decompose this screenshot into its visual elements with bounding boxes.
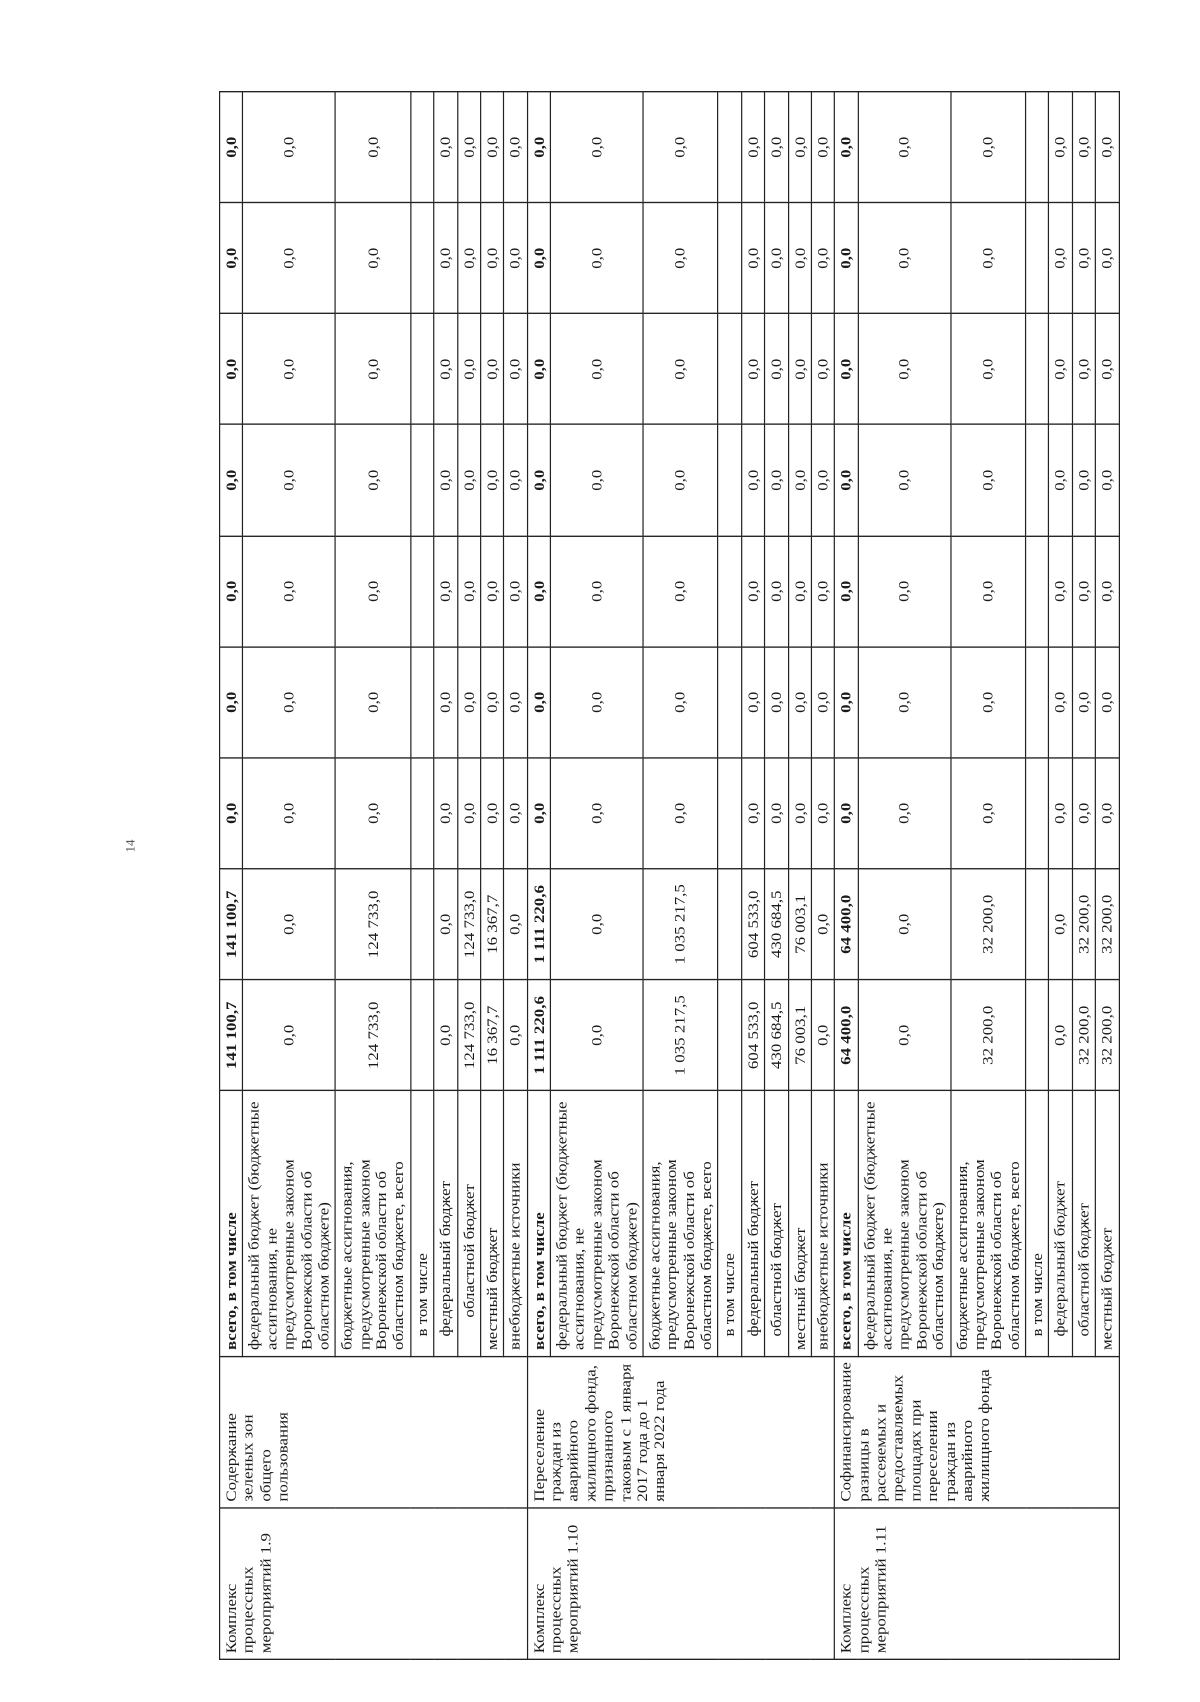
program-name-cell: Содержание зеленых зон общего пользования <box>220 1356 528 1508</box>
value-cell: 0,0 <box>835 647 858 758</box>
value-cell: 0,0 <box>765 92 788 203</box>
value-cell: 141 100,7 <box>220 869 243 980</box>
value-cell: 0,0 <box>858 869 950 980</box>
value-cell: 0,0 <box>220 758 243 869</box>
value-cell: 124 733,0 <box>335 869 410 980</box>
source-label-cell: внебюджетные источники <box>811 1091 834 1356</box>
value-cell <box>411 92 434 203</box>
value-cell: 430 684,5 <box>765 980 788 1091</box>
program-name-cell: Переселение граждан из аварийного жилищного фонда, признанного таковым с 1 января 2017 года до 1 января 2022 года <box>527 1356 835 1508</box>
value-cell: 0,0 <box>835 314 858 425</box>
budget-table-frame <box>219 91 1120 1660</box>
complex-cell: Комплекс процессных мероприятий 1.9 <box>220 1508 528 1660</box>
value-cell <box>1026 869 1049 980</box>
value-cell: 430 684,5 <box>765 869 788 980</box>
value-cell: 0,0 <box>1072 203 1095 314</box>
source-label-cell: в том числе <box>1026 1091 1049 1356</box>
value-cell: 0,0 <box>504 92 527 203</box>
value-cell: 0,0 <box>858 647 950 758</box>
value-cell: 0,0 <box>835 536 858 647</box>
value-cell: 0,0 <box>950 314 1025 425</box>
value-cell <box>718 203 741 314</box>
value-cell: 0,0 <box>527 647 550 758</box>
value-cell: 0,0 <box>480 647 503 758</box>
value-cell: 0,0 <box>741 425 764 536</box>
value-cell <box>411 980 434 1091</box>
value-cell <box>718 869 741 980</box>
value-cell: 0,0 <box>550 203 642 314</box>
value-cell <box>411 758 434 869</box>
value-cell: 0,0 <box>457 536 480 647</box>
value-cell <box>411 203 434 314</box>
value-cell: 0,0 <box>434 980 457 1091</box>
budget-table <box>219 91 1119 1660</box>
source-label-cell: областной бюджет <box>765 1091 788 1356</box>
value-cell <box>1026 203 1049 314</box>
value-cell: 0,0 <box>1049 869 1072 980</box>
value-cell: 1 111 220,6 <box>527 869 550 980</box>
value-cell: 0,0 <box>457 647 480 758</box>
value-cell: 0,0 <box>504 203 527 314</box>
value-cell: 0,0 <box>741 203 764 314</box>
value-cell: 0,0 <box>550 647 642 758</box>
source-label-cell: областной бюджет <box>457 1091 480 1356</box>
value-cell: 1 111 220,6 <box>527 980 550 1091</box>
table-row <box>220 92 243 1660</box>
value-cell: 0,0 <box>434 425 457 536</box>
value-cell: 32 200,0 <box>1095 869 1118 980</box>
value-cell: 0,0 <box>643 314 718 425</box>
source-label-cell: всего, в том числе <box>527 1091 550 1356</box>
value-cell: 604 533,0 <box>741 869 764 980</box>
value-cell: 0,0 <box>811 536 834 647</box>
value-cell <box>718 980 741 1091</box>
value-cell <box>718 92 741 203</box>
value-cell: 0,0 <box>1049 647 1072 758</box>
value-cell: 0,0 <box>788 536 811 647</box>
value-cell: 0,0 <box>480 536 503 647</box>
value-cell: 0,0 <box>858 758 950 869</box>
value-cell: 0,0 <box>1049 92 1072 203</box>
value-cell: 0,0 <box>765 758 788 869</box>
value-cell: 0,0 <box>434 647 457 758</box>
value-cell: 0,0 <box>765 314 788 425</box>
value-cell: 0,0 <box>550 758 642 869</box>
value-cell: 0,0 <box>527 425 550 536</box>
value-cell: 32 200,0 <box>950 869 1025 980</box>
value-cell: 0,0 <box>220 536 243 647</box>
value-cell: 0,0 <box>950 92 1025 203</box>
value-cell: 0,0 <box>643 203 718 314</box>
value-cell: 0,0 <box>1095 758 1118 869</box>
value-cell: 604 533,0 <box>741 980 764 1091</box>
value-cell <box>411 425 434 536</box>
value-cell: 0,0 <box>504 536 527 647</box>
value-cell: 0,0 <box>835 425 858 536</box>
source-label-cell: федеральный бюджет (бюджетные ассигнования, не предусмотренные законом Воронежской области об областном бюджете) <box>858 1091 950 1356</box>
value-cell: 0,0 <box>835 203 858 314</box>
value-cell: 0,0 <box>504 425 527 536</box>
value-cell: 0,0 <box>480 314 503 425</box>
value-cell: 0,0 <box>858 314 950 425</box>
value-cell: 0,0 <box>335 647 410 758</box>
value-cell: 0,0 <box>643 92 718 203</box>
value-cell: 0,0 <box>550 92 642 203</box>
value-cell: 0,0 <box>950 425 1025 536</box>
value-cell: 32 200,0 <box>1072 869 1095 980</box>
value-cell <box>1026 647 1049 758</box>
value-cell <box>718 425 741 536</box>
value-cell: 0,0 <box>811 92 834 203</box>
source-label-cell: в том числе <box>718 1091 741 1356</box>
value-cell <box>718 647 741 758</box>
source-label-cell: местный бюджет <box>1095 1091 1118 1356</box>
value-cell: 0,0 <box>220 647 243 758</box>
value-cell: 0,0 <box>243 869 335 980</box>
value-cell: 0,0 <box>434 869 457 980</box>
value-cell: 0,0 <box>741 314 764 425</box>
value-cell: 0,0 <box>811 314 834 425</box>
value-cell <box>1026 425 1049 536</box>
value-cell: 32 200,0 <box>950 980 1025 1091</box>
value-cell: 0,0 <box>243 314 335 425</box>
value-cell: 0,0 <box>858 425 950 536</box>
value-cell: 0,0 <box>1095 536 1118 647</box>
value-cell: 0,0 <box>858 203 950 314</box>
value-cell: 0,0 <box>741 758 764 869</box>
value-cell: 0,0 <box>527 203 550 314</box>
value-cell: 0,0 <box>811 980 834 1091</box>
value-cell: 0,0 <box>243 980 335 1091</box>
value-cell: 0,0 <box>527 92 550 203</box>
value-cell: 0,0 <box>243 536 335 647</box>
page-number: 14 <box>122 839 138 853</box>
value-cell: 0,0 <box>335 758 410 869</box>
value-cell: 0,0 <box>765 203 788 314</box>
value-cell: 0,0 <box>434 203 457 314</box>
value-cell: 76 003,1 <box>788 980 811 1091</box>
value-cell: 0,0 <box>434 536 457 647</box>
value-cell: 0,0 <box>643 647 718 758</box>
value-cell: 0,0 <box>643 758 718 869</box>
source-label-cell: федеральный бюджет <box>1049 1091 1072 1356</box>
value-cell: 16 367,7 <box>480 980 503 1091</box>
value-cell: 0,0 <box>1095 425 1118 536</box>
value-cell: 0,0 <box>811 647 834 758</box>
source-label-cell: бюджетные ассигнования, предусмотренные законом Воронежской области об областном бюджете, всего <box>950 1091 1025 1356</box>
value-cell <box>411 314 434 425</box>
value-cell: 0,0 <box>480 758 503 869</box>
value-cell: 1 035 217,5 <box>643 869 718 980</box>
value-cell: 0,0 <box>335 425 410 536</box>
value-cell: 0,0 <box>220 92 243 203</box>
value-cell: 124 733,0 <box>457 980 480 1091</box>
value-cell: 0,0 <box>550 869 642 980</box>
value-cell: 0,0 <box>457 425 480 536</box>
value-cell: 0,0 <box>643 425 718 536</box>
value-cell <box>718 758 741 869</box>
value-cell: 32 200,0 <box>1095 980 1118 1091</box>
value-cell: 0,0 <box>220 425 243 536</box>
value-cell: 0,0 <box>858 536 950 647</box>
source-label-cell: местный бюджет <box>480 1091 503 1356</box>
value-cell: 0,0 <box>457 314 480 425</box>
source-label-cell: федеральный бюджет <box>434 1091 457 1356</box>
value-cell: 0,0 <box>788 92 811 203</box>
value-cell <box>1026 980 1049 1091</box>
value-cell: 0,0 <box>788 314 811 425</box>
value-cell: 0,0 <box>335 536 410 647</box>
value-cell: 0,0 <box>1049 203 1072 314</box>
source-label-cell: федеральный бюджет (бюджетные ассигнования, не предусмотренные законом Воронежской области об областном бюджете) <box>243 1091 335 1356</box>
source-label-cell: областной бюджет <box>1072 1091 1095 1356</box>
value-cell: 0,0 <box>1049 314 1072 425</box>
value-cell: 0,0 <box>1072 536 1095 647</box>
value-cell: 0,0 <box>1095 314 1118 425</box>
value-cell: 0,0 <box>1072 647 1095 758</box>
table-row <box>835 92 858 1660</box>
value-cell: 0,0 <box>811 425 834 536</box>
value-cell: 32 200,0 <box>1072 980 1095 1091</box>
value-cell: 0,0 <box>527 536 550 647</box>
value-cell <box>411 647 434 758</box>
source-label-cell: в том числе <box>411 1091 434 1356</box>
source-label-cell: внебюджетные источники <box>504 1091 527 1356</box>
value-cell: 124 733,0 <box>457 869 480 980</box>
value-cell: 0,0 <box>335 203 410 314</box>
value-cell <box>1026 758 1049 869</box>
value-cell <box>1026 536 1049 647</box>
value-cell: 0,0 <box>457 203 480 314</box>
value-cell: 0,0 <box>950 536 1025 647</box>
value-cell: 0,0 <box>480 203 503 314</box>
value-cell: 0,0 <box>335 92 410 203</box>
table-row <box>527 92 550 1660</box>
value-cell: 0,0 <box>504 758 527 869</box>
value-cell: 0,0 <box>220 203 243 314</box>
complex-cell: Комплекс процессных мероприятий 1.10 <box>527 1508 835 1660</box>
value-cell: 0,0 <box>504 980 527 1091</box>
value-cell: 0,0 <box>550 980 642 1091</box>
value-cell: 0,0 <box>457 92 480 203</box>
value-cell: 0,0 <box>765 647 788 758</box>
value-cell: 124 733,0 <box>335 980 410 1091</box>
complex-cell: Комплекс процессных мероприятий 1.11 <box>835 1508 1119 1660</box>
value-cell: 0,0 <box>527 314 550 425</box>
value-cell: 0,0 <box>243 92 335 203</box>
value-cell: 0,0 <box>741 536 764 647</box>
value-cell: 0,0 <box>480 425 503 536</box>
value-cell: 0,0 <box>480 92 503 203</box>
value-cell: 0,0 <box>1095 203 1118 314</box>
value-cell: 0,0 <box>550 314 642 425</box>
value-cell: 0,0 <box>1049 536 1072 647</box>
value-cell: 0,0 <box>835 92 858 203</box>
value-cell: 0,0 <box>1095 647 1118 758</box>
value-cell: 0,0 <box>504 869 527 980</box>
source-label-cell: всего, в том числе <box>220 1091 243 1356</box>
source-label-cell: местный бюджет <box>788 1091 811 1356</box>
program-name-cell: Софинансирование разницы в рассеяемых и предоставляемых площадях при переселении граждан из аварийного жилищного фонда <box>835 1356 1119 1508</box>
source-label-cell: бюджетные ассигнования, предусмотренные законом Воронежской области об областном бюджете, всего <box>643 1091 718 1356</box>
value-cell: 0,0 <box>1049 758 1072 869</box>
value-cell: 0,0 <box>950 203 1025 314</box>
value-cell: 0,0 <box>243 203 335 314</box>
value-cell: 0,0 <box>788 758 811 869</box>
value-cell <box>411 869 434 980</box>
value-cell: 0,0 <box>741 647 764 758</box>
value-cell: 0,0 <box>835 758 858 869</box>
value-cell: 0,0 <box>1072 314 1095 425</box>
value-cell: 0,0 <box>220 314 243 425</box>
value-cell: 0,0 <box>504 314 527 425</box>
value-cell: 0,0 <box>765 536 788 647</box>
value-cell: 16 367,7 <box>480 869 503 980</box>
value-cell: 0,0 <box>1049 425 1072 536</box>
value-cell <box>718 536 741 647</box>
value-cell: 141 100,7 <box>220 980 243 1091</box>
value-cell: 0,0 <box>243 425 335 536</box>
source-label-cell: бюджетные ассигнования, предусмотренные законом Воронежской области об областном бюджете, всего <box>335 1091 410 1356</box>
value-cell: 0,0 <box>1049 980 1072 1091</box>
value-cell: 0,0 <box>950 647 1025 758</box>
value-cell: 0,0 <box>527 758 550 869</box>
value-cell: 0,0 <box>335 314 410 425</box>
value-cell: 0,0 <box>434 314 457 425</box>
source-label-cell: федеральный бюджет <box>741 1091 764 1356</box>
value-cell: 0,0 <box>243 647 335 758</box>
value-cell: 0,0 <box>811 203 834 314</box>
value-cell <box>1026 92 1049 203</box>
value-cell: 0,0 <box>434 92 457 203</box>
value-cell: 64 400,0 <box>835 869 858 980</box>
value-cell: 0,0 <box>788 647 811 758</box>
value-cell: 0,0 <box>1072 425 1095 536</box>
value-cell: 0,0 <box>765 425 788 536</box>
value-cell: 0,0 <box>550 425 642 536</box>
value-cell: 0,0 <box>950 758 1025 869</box>
value-cell: 0,0 <box>643 536 718 647</box>
value-cell <box>411 536 434 647</box>
value-cell: 0,0 <box>1072 92 1095 203</box>
value-cell: 0,0 <box>550 536 642 647</box>
value-cell: 0,0 <box>1072 758 1095 869</box>
value-cell: 0,0 <box>457 758 480 869</box>
value-cell <box>718 314 741 425</box>
value-cell: 0,0 <box>504 647 527 758</box>
value-cell: 76 003,1 <box>788 869 811 980</box>
value-cell: 0,0 <box>788 203 811 314</box>
value-cell: 0,0 <box>858 92 950 203</box>
value-cell: 1 035 217,5 <box>643 980 718 1091</box>
value-cell: 0,0 <box>243 758 335 869</box>
value-cell: 0,0 <box>858 980 950 1091</box>
value-cell: 0,0 <box>434 758 457 869</box>
value-cell: 64 400,0 <box>835 980 858 1091</box>
value-cell: 0,0 <box>811 758 834 869</box>
source-label-cell: федеральный бюджет (бюджетные ассигнования, не предусмотренные законом Воронежской области об областном бюджете) <box>550 1091 642 1356</box>
value-cell: 0,0 <box>811 869 834 980</box>
value-cell: 0,0 <box>1095 92 1118 203</box>
source-label-cell: всего, в том числе <box>835 1091 858 1356</box>
value-cell <box>1026 314 1049 425</box>
value-cell: 0,0 <box>788 425 811 536</box>
value-cell: 0,0 <box>741 92 764 203</box>
